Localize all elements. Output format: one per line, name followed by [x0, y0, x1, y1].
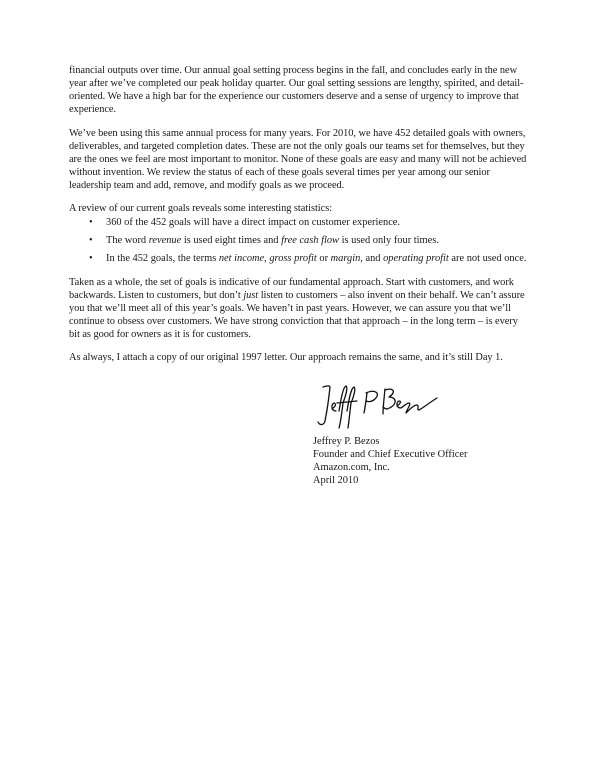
- emphasis-gross-profit: gross profit: [269, 253, 317, 264]
- text-run: In the 452 goals, the terms: [106, 253, 219, 264]
- text-run: or: [316, 253, 331, 264]
- bullet-icon: •: [89, 253, 93, 264]
- bullet-icon: •: [89, 235, 93, 246]
- paragraph-statistics-intro: [69, 202, 531, 215]
- signer-title: Founder and Chief Executive Officer: [313, 449, 468, 460]
- list-item-text: [106, 253, 526, 264]
- paragraph-text: [69, 276, 531, 341]
- letter-date: April 2010: [313, 475, 359, 486]
- text-run: , and: [360, 253, 384, 264]
- signature-block: [313, 435, 467, 487]
- handwritten-signature: [313, 381, 443, 431]
- text-run: ,: [264, 253, 270, 264]
- signer-name: Jeffrey P. Bezos: [313, 436, 380, 447]
- list-item-text: [106, 235, 439, 246]
- emphasis-operating-profit: operating profit: [383, 253, 449, 264]
- paragraph-text: financial outputs over time. Our annual goal setting process begins in the fall, and concludes early in the new year after we’ve completed our peak holiday quarter. Our goal setting sessions are lengthy, spirited, and detail-oriented. We have a high bar for the experience our customers deserve and a sense of urgency to improve that experience.: [69, 65, 524, 115]
- emphasis-net-income: net income: [218, 253, 265, 264]
- paragraph-annual-process: [69, 127, 531, 192]
- emphasis-margin: margin: [330, 253, 361, 264]
- list-item: [69, 234, 539, 247]
- bullet-icon: •: [89, 217, 93, 228]
- paragraph-fundamental-approach: [69, 276, 531, 341]
- signature-strokes: [318, 386, 437, 428]
- text-run: is used eight times and: [181, 235, 282, 246]
- list-item-text: 360 of the 452 goals will have a direct impact on customer experience.: [106, 217, 401, 228]
- list-item: [69, 216, 539, 229]
- list-item: [69, 252, 539, 265]
- paragraph-text: We’ve been using this same annual process for many years. For 2010, we have 452 detailed goals with owners, deliverables, and targeted completion dates. These are not the only goals our teams set for themselves, but they are the ones we feel are most important to monitor. None of these goals are easy and many will not be achieved without invention. We review the status of each of these goals several times per year among our senior leadership team and add, remove, and modify goals as we proceed.: [69, 128, 527, 191]
- text-run: Taken as a whole, the set of goals is indicative of our fundamental approach. Start with customers, and work backwards. Listen to customers, but don’t: [69, 277, 514, 301]
- statistics-list: [69, 216, 539, 270]
- emphasis-just: just: [243, 290, 259, 301]
- paragraph-goal-setting: [69, 64, 531, 116]
- paragraph-text: As always, I attach a copy of our original 1997 letter. Our approach remains the same, and it’s still Day 1.: [69, 352, 503, 363]
- paragraph-text: A review of our current goals reveals some interesting statistics:: [69, 203, 333, 214]
- text-run: The word: [106, 235, 149, 246]
- emphasis-free-cash-flow: free cash flow: [281, 235, 339, 246]
- text-run: is used only four times.: [339, 235, 439, 246]
- text-run: are not used once.: [448, 253, 527, 264]
- emphasis-revenue: revenue: [148, 235, 182, 246]
- signer-company: Amazon.com, Inc.: [313, 462, 390, 473]
- text-run: listen to customers – also invent on their behalf. We can’t assure you that we’ll meet all of this year’s goals. We haven’t in past years. However, we can assure you that we’ll continue to obsess over customers. We have strong conviction that that approach – in the long term – is every bit as good for owners as it is for customers.: [69, 290, 525, 340]
- paragraph-closing: [69, 351, 531, 364]
